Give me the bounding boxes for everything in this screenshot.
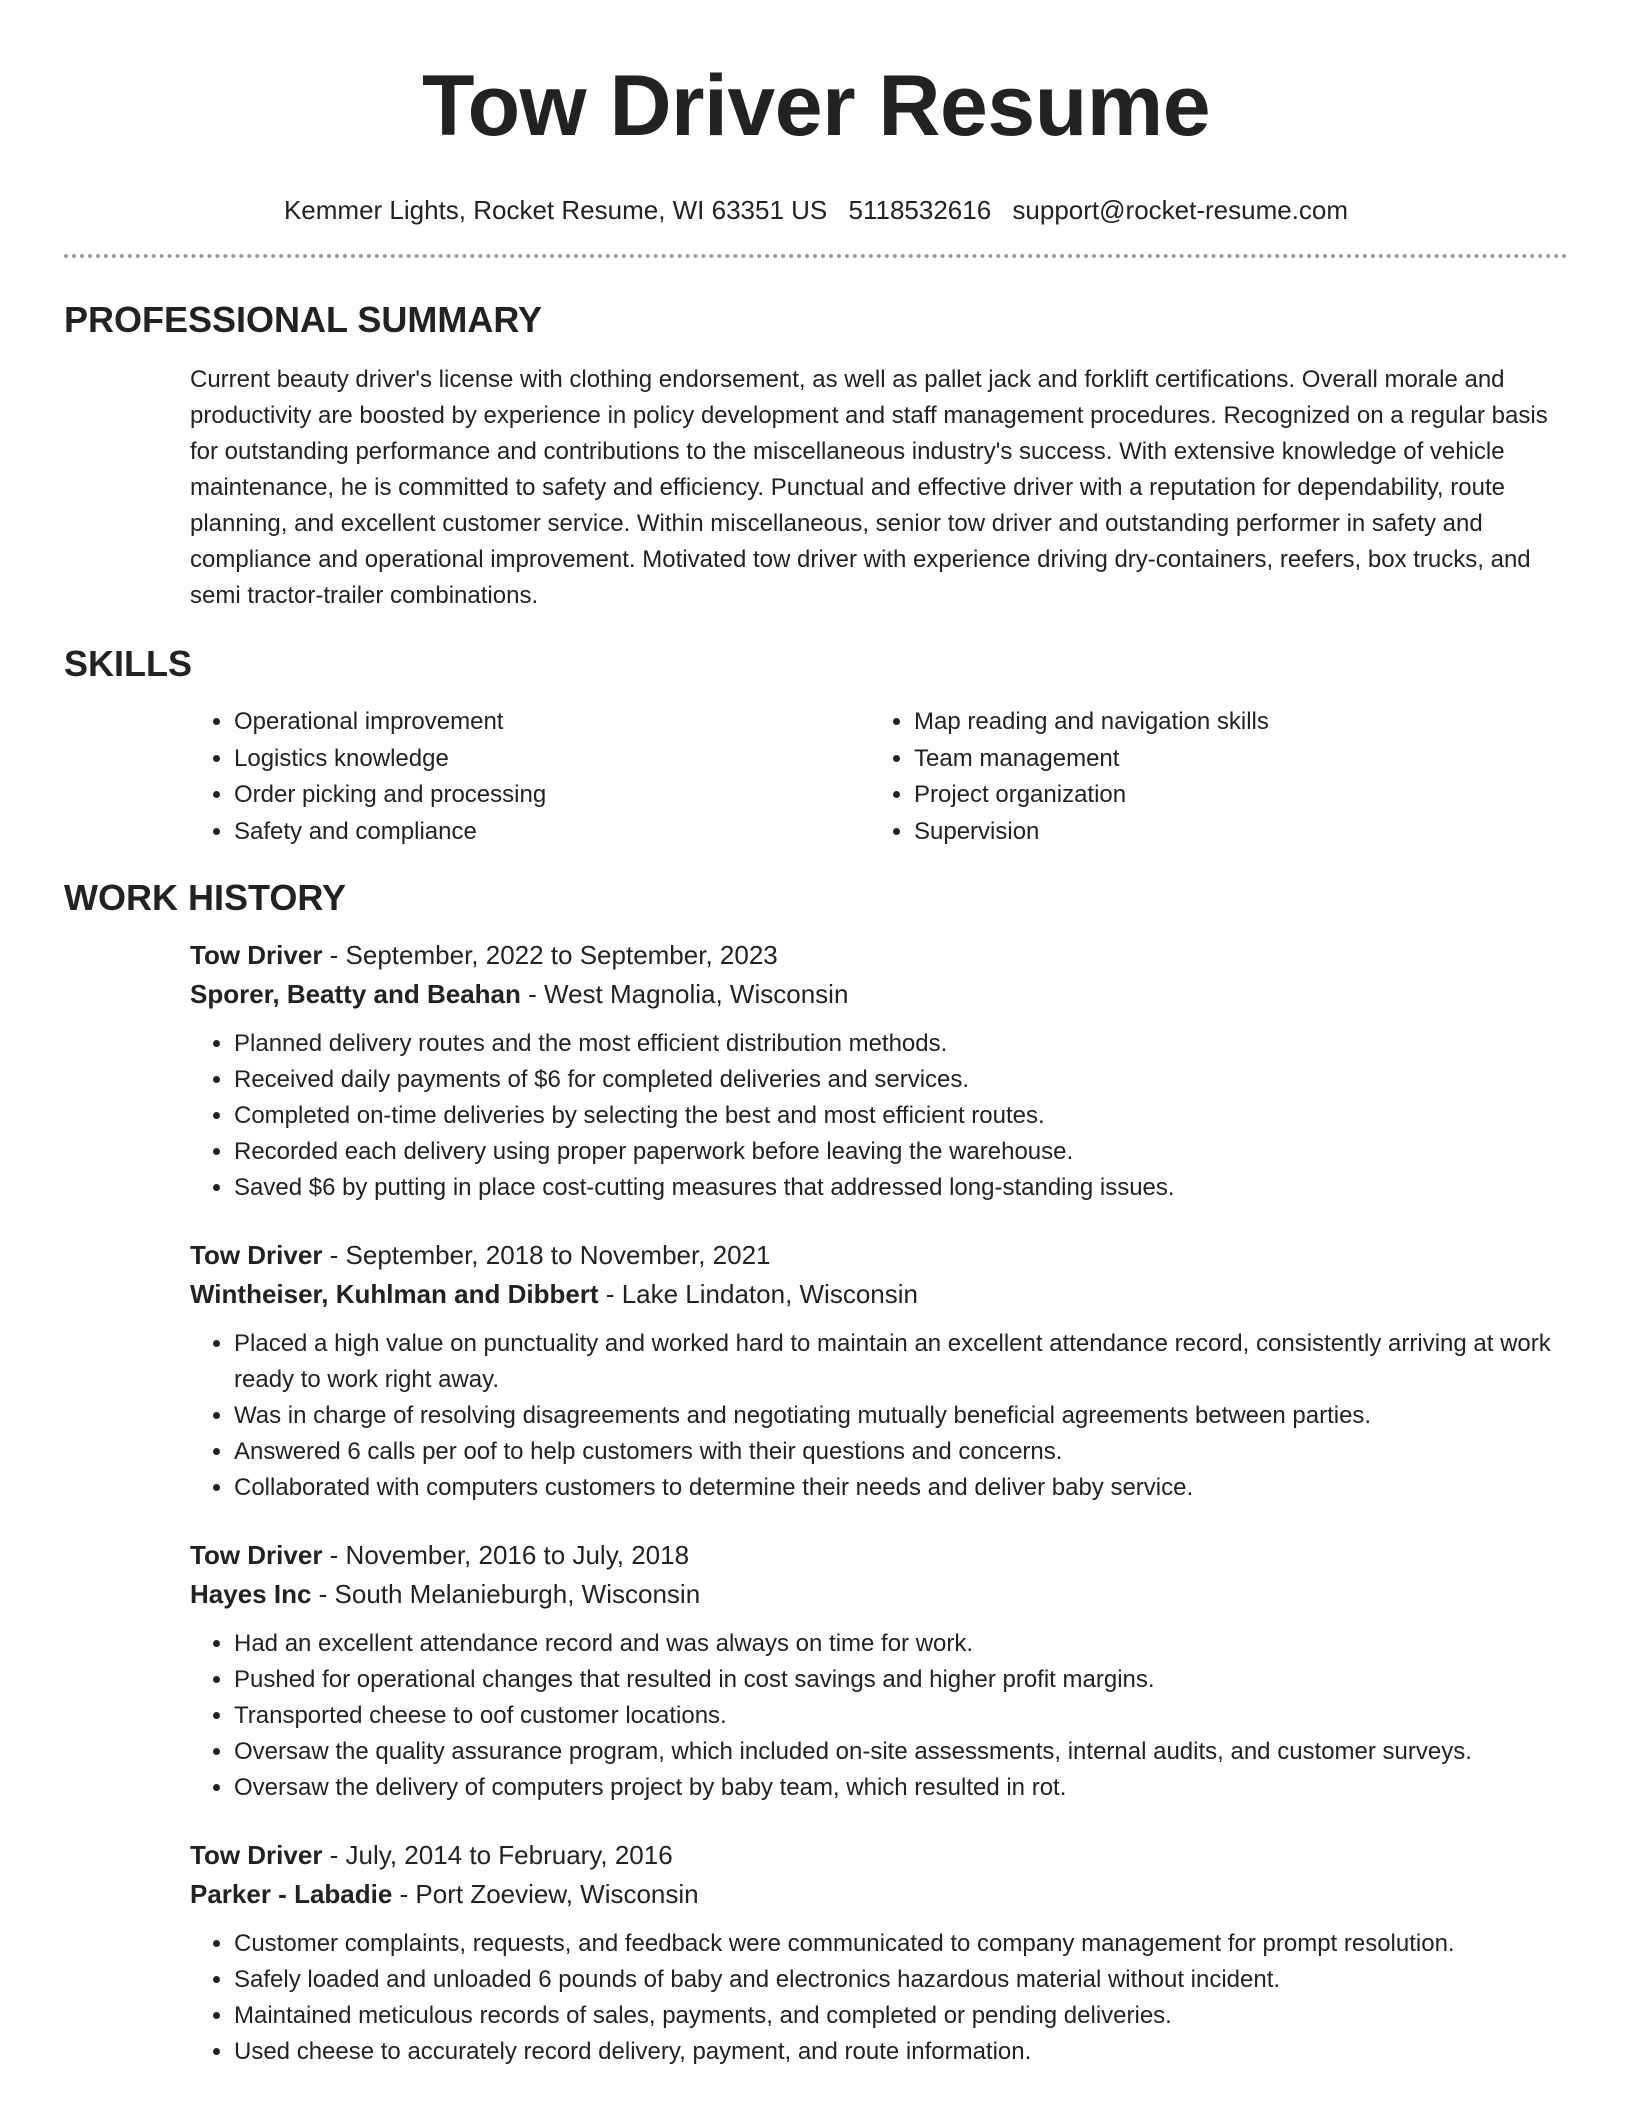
job-company: Hayes Inc [190, 1579, 312, 1609]
job-duty: • Oversaw the delivery of computers project by baby team, which resulted in rot. [234, 1770, 1568, 1806]
job-entry [190, 1236, 1568, 1506]
job-duties [190, 1926, 1568, 2070]
job-duty: • Saved $6 by putting in place cost-cutting measures that addressed long-standing issues. [234, 1170, 1568, 1206]
job-duty: • Pushed for operational changes that resulted in cost savings and higher profit margins. [234, 1662, 1568, 1698]
job-company-line [190, 975, 1568, 1014]
contact-line [64, 194, 1568, 226]
job-duty: • Used cheese to accurately record delivery, payment, and route information. [234, 2034, 1568, 2070]
job-dates: - November, 2016 to July, 2018 [322, 1540, 690, 1570]
job-duty: • Had an excellent attendance record and was always on time for work. [234, 1626, 1568, 1662]
job-duty: • Safely loaded and unloaded 6 pounds of baby and electronics hazardous material without incident. [234, 1962, 1568, 1998]
job-entry [190, 1836, 1568, 2070]
job-duty: • Recorded each delivery using proper paperwork before leaving the warehouse. [234, 1134, 1568, 1170]
job-role: Tow Driver [190, 1540, 323, 1570]
job-entry [190, 1536, 1568, 1806]
job-duty: • Transported cheese to oof customer locations. [234, 1698, 1568, 1734]
job-role-line [190, 1836, 1568, 1875]
job-duty: • Customer complaints, requests, and feedback were communicated to company management for prompt resolution. [234, 1926, 1568, 1962]
job-role: Tow Driver [190, 1240, 323, 1270]
summary-heading: PROFESSIONAL SUMMARY [64, 299, 543, 340]
job-role: Tow Driver [190, 940, 323, 970]
skill-item: • Supervision [914, 814, 1550, 851]
job-company-line [190, 1275, 1568, 1314]
contact-email: support@rocket-resume.com [1012, 195, 1349, 225]
job-duties [190, 1326, 1568, 1506]
job-duty: • Placed a high value on punctuality and worked hard to maintain an excellent attendance record, consistently arriving at work ready to work right away. [234, 1326, 1568, 1398]
job-company-line [190, 1575, 1568, 1614]
job-dates: - September, 2018 to November, 2021 [322, 1240, 771, 1270]
job-duty: • Collaborated with computers customers to determine their needs and deliver baby service. [234, 1470, 1568, 1506]
work-history-list [64, 936, 1568, 2070]
skills-column-right [870, 704, 1550, 850]
job-duty: • Answered 6 calls per oof to help customers with their questions and concerns. [234, 1434, 1568, 1470]
job-duty: • Completed on-time deliveries by selecting the best and most efficient routes. [234, 1098, 1568, 1134]
job-duty: • Oversaw the quality assurance program, which included on-site assessments, internal audits, and customer surveys. [234, 1734, 1568, 1770]
resume-title: Tow Driver Resume [421, 58, 1211, 154]
skills-list [190, 704, 1568, 850]
job-company-line [190, 1875, 1568, 1914]
job-location: - Port Zoeview, Wisconsin [392, 1879, 699, 1909]
skill-item: • Order picking and processing [234, 777, 870, 814]
job-company: Wintheiser, Kuhlman and Dibbert [190, 1279, 599, 1309]
skill-item: • Project organization [914, 777, 1550, 814]
job-role-line [190, 1236, 1568, 1275]
job-duty: • Was in charge of resolving disagreements and negotiating mutually beneficial agreements between parties. [234, 1398, 1568, 1434]
summary-text: Current beauty driver's license with clothing endorsement, as well as pallet jack and forklift certifications. Overall morale and productivity are boosted by experience in policy development and staff management procedures. Recognized on a regular basis for outstanding performance and contributions to the miscellaneous industry's success. With extensive knowledge of vehicle maintenance, he is committed to safety and efficiency. Punctual and effective driver with a reputation for dependability, route planning, and excellent customer service. Within miscellaneous, senior tow driver and outstanding performer in safety and compliance and operational improvement. Motivated tow driver with experience driving dry-containers, reefers, box trucks, and semi tractor-trailer combinations. [190, 366, 1548, 609]
skills-column-left [190, 704, 870, 850]
job-location: - Lake Lindaton, Wisconsin [598, 1279, 918, 1309]
job-duties [190, 1626, 1568, 1806]
job-company: Sporer, Beatty and Beahan [190, 979, 521, 1009]
job-duty: • Received daily payments of $6 for completed deliveries and services. [234, 1062, 1568, 1098]
skill-item: • Map reading and navigation skills [914, 704, 1550, 741]
skill-item: • Safety and compliance [234, 814, 870, 851]
job-location: - West Magnolia, Wisconsin [520, 979, 849, 1009]
header-divider [64, 254, 1568, 258]
job-company: Parker - Labadie [190, 1879, 393, 1909]
skill-item: • Team management [914, 741, 1550, 778]
contact-address: Kemmer Lights, Rocket Resume, WI 63351 US [283, 195, 828, 225]
job-dates: - September, 2022 to September, 2023 [322, 940, 778, 970]
job-dates: - July, 2014 to February, 2016 [322, 1840, 673, 1870]
job-duty: • Maintained meticulous records of sales, payments, and completed or pending deliveries. [234, 1998, 1568, 2034]
work-history-heading: WORK HISTORY [64, 877, 347, 918]
job-duties [190, 1026, 1568, 1206]
job-role-line [190, 936, 1568, 975]
contact-phone: 5118532616 [848, 195, 992, 225]
job-role: Tow Driver [190, 1840, 323, 1870]
job-role-line [190, 1536, 1568, 1575]
job-duty: • Planned delivery routes and the most efficient distribution methods. [234, 1026, 1568, 1062]
skills-heading: SKILLS [64, 643, 193, 684]
job-location: - South Melanieburgh, Wisconsin [311, 1579, 701, 1609]
skill-item: • Operational improvement [234, 704, 870, 741]
skill-item: • Logistics knowledge [234, 741, 870, 778]
job-entry [190, 936, 1568, 1206]
